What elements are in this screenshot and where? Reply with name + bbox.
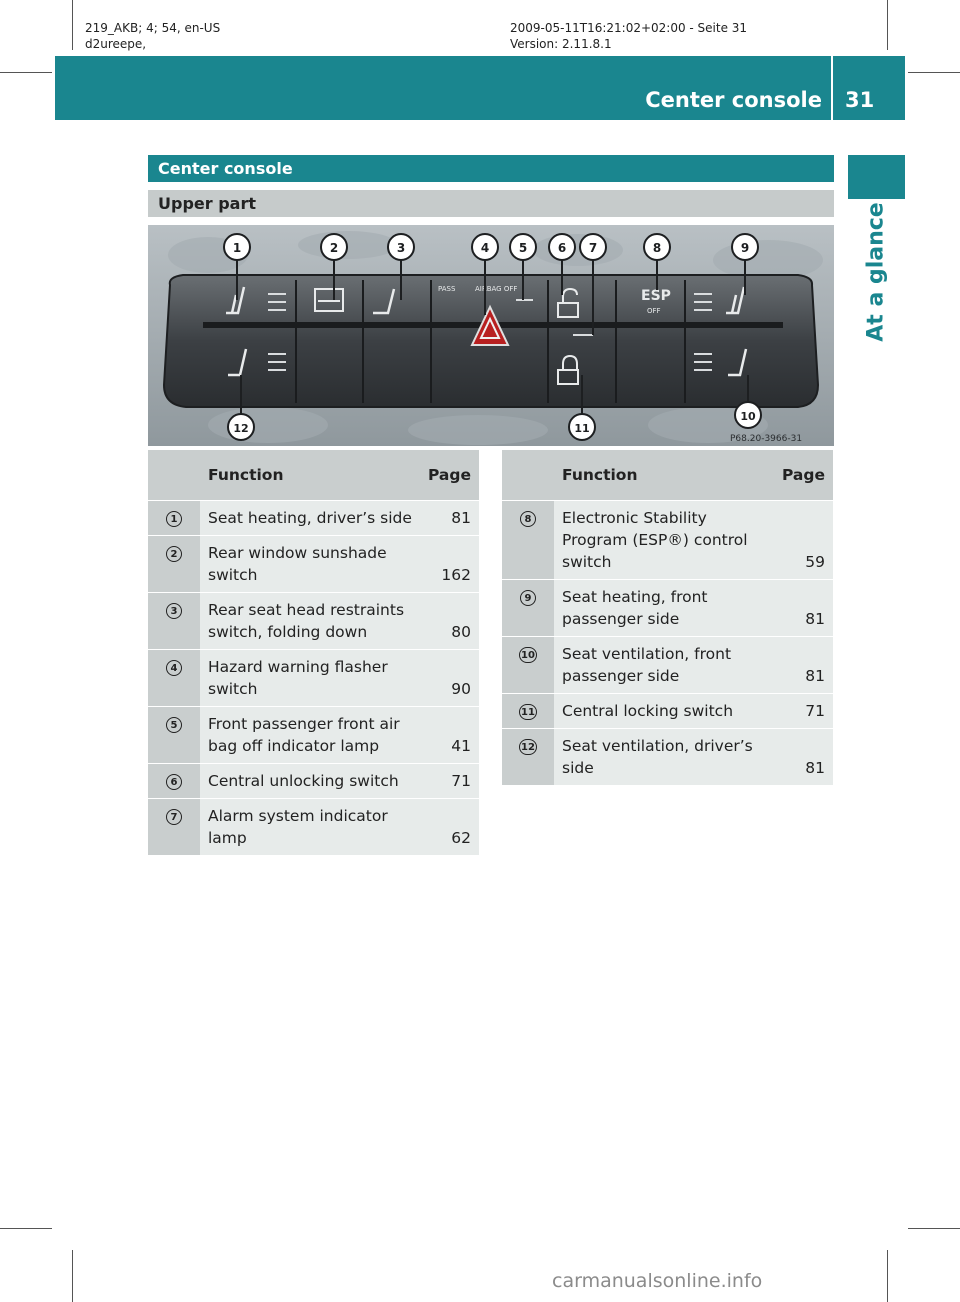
center-console-photo bbox=[148, 225, 834, 446]
function-description bbox=[200, 501, 425, 536]
page-reference[interactable]: 81 bbox=[776, 729, 833, 786]
function-line: Alarm system indicator bbox=[208, 807, 388, 825]
callout-1: 1 bbox=[232, 241, 242, 255]
item-number-badge: 11 bbox=[519, 704, 537, 720]
table-row bbox=[148, 536, 479, 593]
function-line: Central unlocking switch bbox=[208, 772, 399, 790]
item-number-badge: 7 bbox=[166, 809, 182, 825]
item-number bbox=[148, 799, 200, 856]
function-line: switch, folding down bbox=[208, 623, 368, 641]
function-line: Central locking switch bbox=[562, 702, 734, 720]
function-line: Rear seat head restraints bbox=[208, 601, 405, 619]
callout-12: 12 bbox=[233, 422, 249, 435]
print-meta-left bbox=[85, 20, 220, 52]
item-number-badge: 1 bbox=[166, 511, 182, 527]
section-subtitle: Upper part bbox=[148, 190, 834, 217]
crop-mark bbox=[908, 72, 960, 73]
item-number-badge: 5 bbox=[166, 717, 182, 733]
callout-4: 4 bbox=[480, 241, 490, 255]
table-header-function: Function bbox=[200, 450, 425, 501]
item-number bbox=[502, 694, 554, 729]
function-line: Seat heating, driver’s side bbox=[208, 509, 412, 527]
function-description bbox=[554, 580, 776, 637]
image-caption-code: P68.20-3966-31 bbox=[730, 434, 803, 444]
item-number-badge: 8 bbox=[520, 511, 536, 527]
function-line: Seat ventilation, driver’s bbox=[562, 737, 753, 755]
function-line: lamp bbox=[208, 829, 247, 847]
item-number bbox=[148, 764, 200, 799]
crop-mark bbox=[887, 0, 888, 50]
item-number-badge: 2 bbox=[166, 546, 182, 562]
callout-8: 8 bbox=[652, 241, 662, 255]
table-row bbox=[502, 501, 833, 580]
page-number: 31 bbox=[845, 88, 875, 112]
crop-mark bbox=[0, 72, 52, 73]
item-number-badge: 10 bbox=[519, 647, 537, 663]
callout-9: 9 bbox=[740, 241, 750, 255]
table-body bbox=[148, 501, 479, 856]
table-row bbox=[502, 580, 833, 637]
crop-mark bbox=[72, 1250, 73, 1302]
function-line: Seat heating, front bbox=[562, 588, 708, 606]
function-line: Seat ventilation, front bbox=[562, 645, 732, 663]
page-reference[interactable]: 162 bbox=[425, 536, 479, 593]
panel-label-pass: PASS bbox=[438, 285, 456, 293]
print-meta-right-line1: 2009-05-11T16:21:02+02:00 - Seite 31 bbox=[510, 21, 748, 35]
print-meta-right-line2: Version: 2.11.8.1 bbox=[510, 37, 612, 51]
page-reference[interactable]: 90 bbox=[425, 650, 479, 707]
print-meta-right bbox=[510, 20, 747, 52]
item-number bbox=[148, 650, 200, 707]
crop-mark bbox=[0, 1228, 52, 1229]
side-tab-block bbox=[848, 155, 905, 199]
table-header-page: Page bbox=[425, 450, 479, 501]
table-body bbox=[502, 501, 833, 786]
function-line: switch bbox=[208, 566, 258, 584]
crop-mark bbox=[908, 1228, 960, 1229]
print-meta-left-line1: 219_AKB; 4; 54, en-US bbox=[85, 21, 221, 35]
function-line: side bbox=[562, 759, 594, 777]
item-number bbox=[502, 580, 554, 637]
function-description bbox=[554, 637, 776, 694]
table-row bbox=[148, 650, 479, 707]
panel-label-airbag-off: AIRBAG OFF bbox=[475, 285, 518, 293]
panel-label-esp-off: OFF bbox=[647, 307, 661, 315]
panel-label-esp: ESP bbox=[641, 288, 671, 304]
header-title: Center console bbox=[645, 88, 822, 112]
table-header-function: Function bbox=[554, 450, 776, 501]
item-number-badge: 6 bbox=[166, 774, 182, 790]
page-reference[interactable]: 62 bbox=[425, 799, 479, 856]
callout-11: 11 bbox=[574, 422, 590, 435]
item-number bbox=[502, 729, 554, 786]
page-reference[interactable]: 71 bbox=[776, 694, 833, 729]
page-reference[interactable]: 80 bbox=[425, 593, 479, 650]
item-number bbox=[148, 501, 200, 536]
function-description bbox=[554, 501, 776, 580]
table-header-number bbox=[502, 450, 554, 501]
page-reference[interactable]: 41 bbox=[425, 707, 479, 764]
item-number bbox=[502, 501, 554, 580]
function-line: passenger side bbox=[562, 610, 680, 628]
table-row bbox=[148, 501, 479, 536]
table-row bbox=[148, 593, 479, 650]
function-line: bag off indicator lamp bbox=[208, 737, 380, 755]
crop-mark bbox=[887, 1250, 888, 1302]
callout-2: 2 bbox=[329, 241, 339, 255]
function-line: Rear window sunshade bbox=[208, 544, 387, 562]
item-number-badge: 9 bbox=[520, 590, 536, 606]
function-description bbox=[200, 799, 425, 856]
section-title: Center console bbox=[148, 155, 834, 182]
callout-7: 7 bbox=[588, 241, 598, 255]
function-table-right bbox=[502, 450, 833, 785]
function-description bbox=[200, 536, 425, 593]
crop-mark bbox=[72, 0, 73, 50]
function-description bbox=[200, 650, 425, 707]
function-line: passenger side bbox=[562, 667, 680, 685]
table-row bbox=[502, 729, 833, 786]
side-tab-label: At a glance bbox=[863, 202, 889, 342]
function-table-left bbox=[148, 450, 479, 855]
header-divider bbox=[831, 56, 833, 120]
page-reference[interactable]: 81 bbox=[425, 501, 479, 536]
table-header-number bbox=[148, 450, 200, 501]
callout-3: 3 bbox=[396, 241, 406, 255]
function-line: Front passenger front air bbox=[208, 715, 400, 733]
item-number-badge: 4 bbox=[166, 660, 182, 676]
callout-5: 5 bbox=[518, 241, 528, 255]
item-number-badge: 12 bbox=[519, 739, 537, 755]
page-reference[interactable]: 59 bbox=[776, 501, 833, 580]
page-reference[interactable]: 81 bbox=[776, 637, 833, 694]
table-header-page: Page bbox=[776, 450, 833, 501]
function-description bbox=[200, 764, 425, 799]
function-line: switch bbox=[562, 553, 612, 571]
function-description bbox=[554, 694, 776, 729]
table-row bbox=[148, 707, 479, 764]
page-reference[interactable]: 71 bbox=[425, 764, 479, 799]
print-meta-left-line2: d2ureepe, bbox=[85, 37, 147, 51]
callout-6: 6 bbox=[557, 241, 567, 255]
item-number bbox=[148, 536, 200, 593]
table-row bbox=[502, 637, 833, 694]
item-number-badge: 3 bbox=[166, 603, 182, 619]
item-number bbox=[502, 637, 554, 694]
function-description bbox=[200, 593, 425, 650]
function-description bbox=[554, 729, 776, 786]
function-line: Program (ESP®) control bbox=[562, 531, 748, 549]
function-line: Electronic Stability bbox=[562, 509, 707, 527]
function-line: switch bbox=[208, 680, 258, 698]
function-line: Hazard warning flasher bbox=[208, 658, 388, 676]
table-row bbox=[148, 799, 479, 856]
watermark: carmanualsonline.info bbox=[552, 1270, 763, 1292]
function-description bbox=[200, 707, 425, 764]
item-number bbox=[148, 707, 200, 764]
page-reference[interactable]: 81 bbox=[776, 580, 833, 637]
callout-10: 10 bbox=[740, 410, 756, 423]
table-row bbox=[502, 694, 833, 729]
table-row bbox=[148, 764, 479, 799]
item-number bbox=[148, 593, 200, 650]
